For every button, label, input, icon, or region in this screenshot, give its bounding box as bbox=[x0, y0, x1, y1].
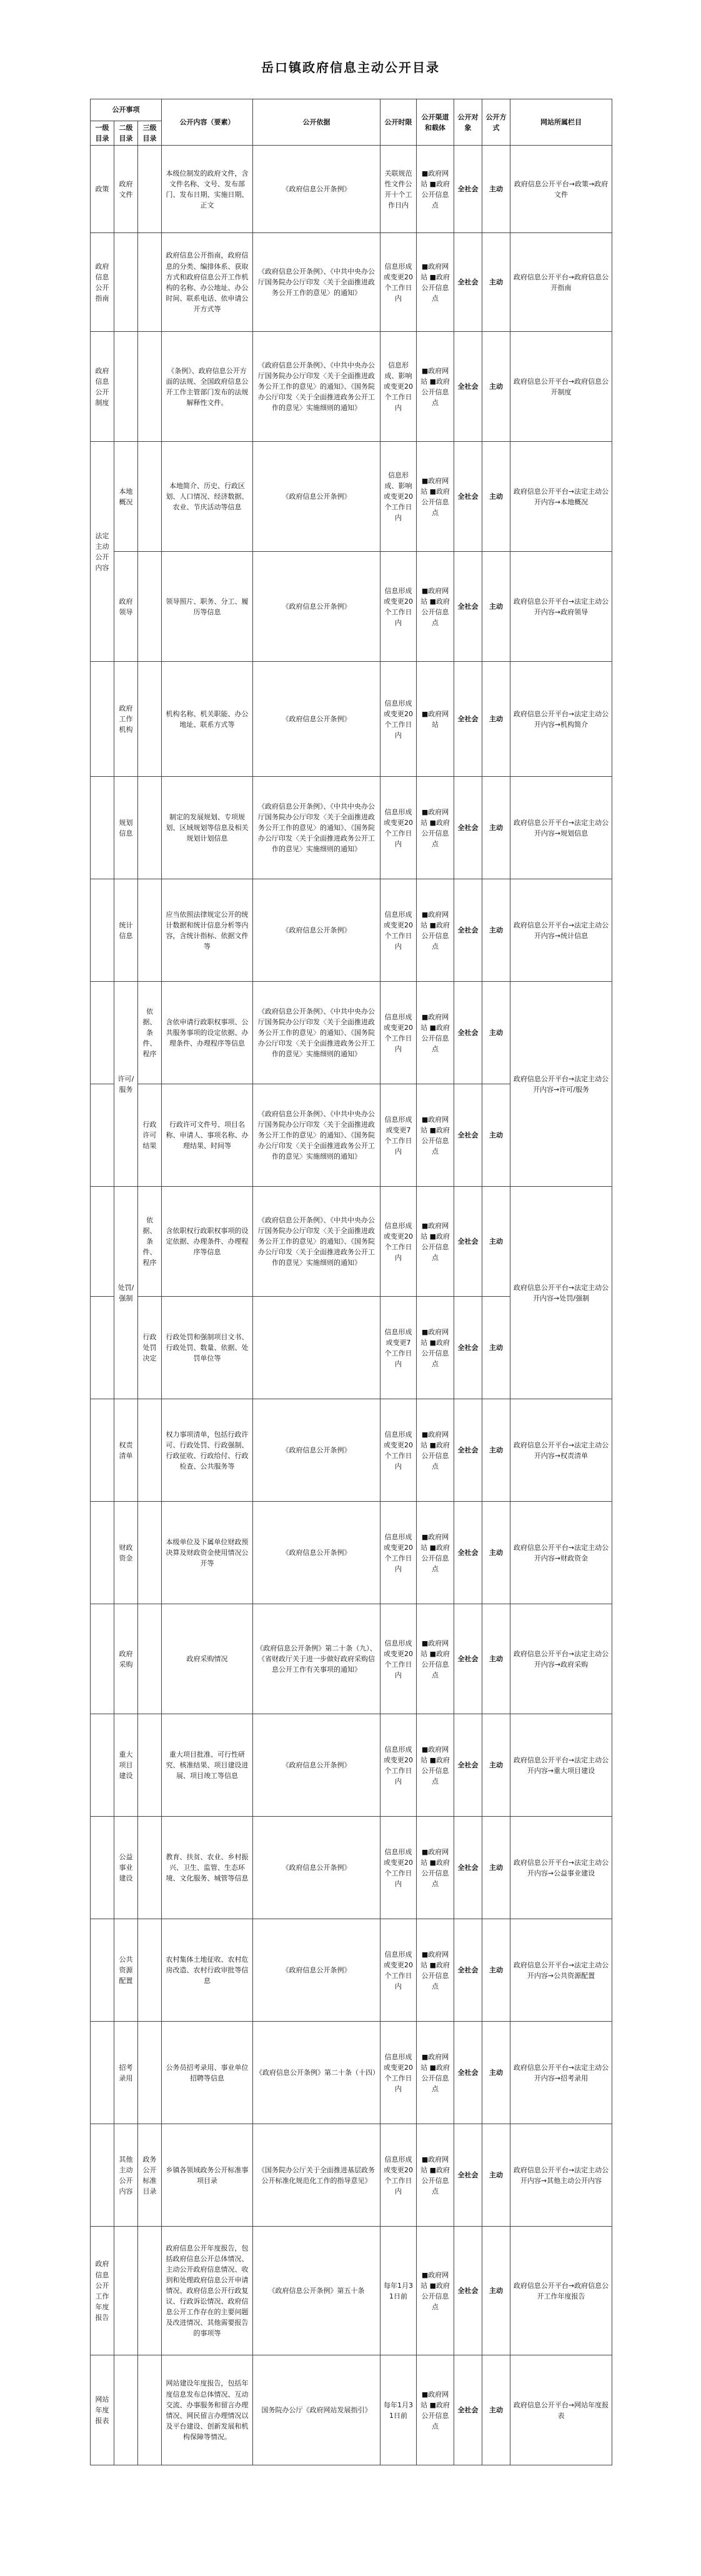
cell-level3 bbox=[138, 879, 162, 982]
cell-method: 主动 bbox=[482, 2124, 510, 2227]
cell-level1 bbox=[91, 1297, 114, 1399]
cell-column: 政府信息公开平台→政策→政府文件 bbox=[510, 146, 612, 233]
cell-level3 bbox=[138, 662, 162, 777]
cell-time: 关联规范性文件公开十个工作日内 bbox=[380, 146, 417, 233]
cell-time: 信息形成或变更7个工作日内 bbox=[380, 1297, 417, 1399]
cell-content: 制定的发展规划、专项规划、区域规划等信息及相关规划计划信息 bbox=[162, 777, 253, 879]
cell-channel: ■政府网站 ■政府公开信息点 bbox=[417, 442, 454, 552]
cell-target: 全社会 bbox=[454, 2022, 482, 2124]
cell-channel: ■政府网站 ■政府公开信息点 bbox=[417, 2022, 454, 2124]
cell-level1 bbox=[91, 1714, 114, 1817]
cell-level2: 公共资源配置 bbox=[114, 1919, 138, 2022]
cell-level3 bbox=[138, 777, 162, 879]
cell-level1 bbox=[91, 1604, 114, 1714]
cell-basis: 《政府信息公开条例》 bbox=[253, 1817, 380, 1919]
cell-target: 全社会 bbox=[454, 1502, 482, 1604]
cell-method: 主动 bbox=[482, 1399, 510, 1502]
cell-level2: 政府领导 bbox=[114, 552, 138, 662]
cell-method: 主动 bbox=[482, 233, 510, 332]
cell-channel: ■政府网站 ■政府公开信息点 bbox=[417, 982, 454, 1084]
cell-method: 主动 bbox=[482, 442, 510, 552]
cell-method: 主动 bbox=[482, 1714, 510, 1817]
cell-column: 政府信息公开平台→法定主动公开内容→政府领导 bbox=[510, 552, 612, 662]
cell-level1: 网站年度报表 bbox=[91, 2355, 114, 2465]
cell-channel: ■政府网站 ■政府公开信息点 bbox=[417, 1187, 454, 1297]
cell-content: 含依职权行政职权事项的设定依据、办理条件、办理程序等信息 bbox=[162, 1187, 253, 1297]
cell-level2: 规划信息 bbox=[114, 777, 138, 879]
cell-method: 主动 bbox=[482, 1919, 510, 2022]
cell-column: 政府信息公开平台→法定主动公开内容→政府采购 bbox=[510, 1604, 612, 1714]
header-time-limit: 公开时限 bbox=[380, 99, 417, 146]
cell-content: 领导照片、职务、分工、履历等信息 bbox=[162, 552, 253, 662]
cell-level2: 政府采购 bbox=[114, 1604, 138, 1714]
cell-level3 bbox=[138, 1714, 162, 1817]
cell-level3 bbox=[138, 146, 162, 233]
cell-level1 bbox=[91, 777, 114, 879]
cell-level1 bbox=[91, 2124, 114, 2227]
cell-time: 信息形成或变更20个工作日内 bbox=[380, 2022, 417, 2124]
cell-content: 农村集体土地征收、农村危房改造、农村行政审批等信息 bbox=[162, 1919, 253, 2022]
header-category-group: 公开事项 bbox=[91, 99, 162, 121]
cell-content: 政府信息公开指南，政府信息的分类、编排体系、获取方式和政府信息公开工作机构的名称、办公地址、办公时间、联系电话、依申请公开方式等 bbox=[162, 233, 253, 332]
cell-column: 政府信息公开平台→法定主动公开内容→其他主动公开内容 bbox=[510, 2124, 612, 2227]
cell-level3 bbox=[138, 1817, 162, 1919]
cell-content: 含依申请行政职权事项、公共服务事项的设定依据、办理条件、办理程序等信息 bbox=[162, 982, 253, 1084]
cell-method: 主动 bbox=[482, 1297, 510, 1399]
cell-time: 信息形成、影响或变更20个工作日内 bbox=[380, 332, 417, 442]
cell-basis: 《政府信息公开条例》 bbox=[253, 442, 380, 552]
cell-basis: 《政府信息公开条例》 bbox=[253, 1399, 380, 1502]
cell-level3 bbox=[138, 1919, 162, 2022]
cell-channel: ■政府网站 ■政府公开信息点 bbox=[417, 552, 454, 662]
cell-column: 政府信息公开平台→法定主动公开内容→处罚/强制 bbox=[510, 1187, 612, 1399]
cell-content: 政府信息公开年度报告，包括政府信息公开总体情况、主动公开政府信息情况、收到和处理政府信息公开申请情况、政府信息公开行政复议、行政诉讼情况、政府信息公开工作存在的主要问题及改进情况、其他需要报告的事项等 bbox=[162, 2227, 253, 2355]
cell-target: 全社会 bbox=[454, 442, 482, 552]
cell-basis: 《政府信息公开条例》 bbox=[253, 1502, 380, 1604]
cell-channel: ■政府网站 ■政府公开信息点 bbox=[417, 777, 454, 879]
cell-target: 全社会 bbox=[454, 552, 482, 662]
cell-level3: 行政处罚决定 bbox=[138, 1297, 162, 1399]
cell-target: 全社会 bbox=[454, 1919, 482, 2022]
cell-method: 主动 bbox=[482, 332, 510, 442]
cell-level1: 政府信息公开制度 bbox=[91, 332, 114, 442]
cell-level2 bbox=[114, 2227, 138, 2355]
catalog-table bbox=[90, 99, 612, 2465]
cell-content: 机构名称、机关职能、办公地址、联系方式等 bbox=[162, 662, 253, 777]
cell-level1 bbox=[91, 2022, 114, 2124]
page-title: 岳口镇政府信息主动公开目录 bbox=[261, 60, 440, 75]
cell-target: 全社会 bbox=[454, 146, 482, 233]
cell-target: 全社会 bbox=[454, 777, 482, 879]
cell-level3 bbox=[138, 552, 162, 662]
cell-target: 全社会 bbox=[454, 1084, 482, 1187]
cell-channel: ■政府网站 ■政府公开信息点 bbox=[417, 1604, 454, 1714]
cell-level1 bbox=[91, 1502, 114, 1604]
cell-content: 应当依照法律规定公开的统计数据和统计信息分析等内容，含统计指标、依据文件等 bbox=[162, 879, 253, 982]
cell-channel: ■政府网站 ■政府公开信息点 bbox=[417, 1297, 454, 1399]
cell-level2: 公益事业建设 bbox=[114, 1817, 138, 1919]
cell-channel: ■政府网站 ■政府公开信息点 bbox=[417, 1502, 454, 1604]
cell-channel: ■政府网站 ■政府公开信息点 bbox=[417, 2355, 454, 2465]
cell-basis: 《政府信息公开条例》、《中共中央办公厅国务院办公厅印发〈关于全面推进政务公开工作的意见〉的通知》、《国务院办公厅印发〈关于全面推进政务公开工作的意见〉实施细则的通知》 bbox=[253, 982, 380, 1084]
cell-method: 主动 bbox=[482, 1604, 510, 1714]
cell-basis: 《政府信息公开条例》 bbox=[253, 146, 380, 233]
cell-content: 《条例》、政府信息公开方面的法规、全国政府信息公开工作主管部门发布的法规解释性文件。 bbox=[162, 332, 253, 442]
cell-method: 主动 bbox=[482, 2227, 510, 2355]
cell-method: 主动 bbox=[482, 777, 510, 879]
cell-target: 全社会 bbox=[454, 982, 482, 1084]
cell-level3 bbox=[138, 2022, 162, 2124]
cell-level2 bbox=[114, 2355, 138, 2465]
cell-target: 全社会 bbox=[454, 2124, 482, 2227]
cell-level2: 政府工作机构 bbox=[114, 662, 138, 777]
cell-time: 信息形成、影响或变更20个工作日内 bbox=[380, 442, 417, 552]
cell-level2: 其他主动公开内容 bbox=[114, 2124, 138, 2227]
cell-basis: 《政府信息公开条例》、《中共中央办公厅国务院办公厅印发〈关于全面推进政务公开工作的意见〉的通知》、《国务院办公厅印发〈关于全面推进政务公开工作的意见〉实施细则的通知》 bbox=[253, 1187, 380, 1297]
cell-time: 信息形成或变更20个工作日内 bbox=[380, 1817, 417, 1919]
cell-method: 主动 bbox=[482, 879, 510, 982]
cell-basis: 《政府信息公开条例》 bbox=[253, 879, 380, 982]
cell-content: 权力事项清单，包括行政许可、行政处罚、行政强制、行政征收、行政给付、行政检查、公共服务等 bbox=[162, 1399, 253, 1502]
cell-channel: ■政府网站 ■政府公开信息点 bbox=[417, 2124, 454, 2227]
cell-method: 主动 bbox=[482, 146, 510, 233]
header-target: 公开对象 bbox=[454, 99, 482, 146]
cell-column: 政府信息公开平台→法定主动公开内容→统计信息 bbox=[510, 879, 612, 982]
cell-basis: 《国务院办公厅关于全面推进基层政务公开标准化规范化工作的指导意见》 bbox=[253, 2124, 380, 2227]
header-level2: 二级目录 bbox=[114, 121, 138, 146]
cell-time: 信息形成或变更20个工作日内 bbox=[380, 777, 417, 879]
cell-content: 网站建设年度报告，包括年度信息发布总体情况、互动交流、办事服务和留言办理情况、网民留言办理情况以及平台建设、创新发展和机构保障等情况。 bbox=[162, 2355, 253, 2465]
cell-column: 政府信息公开平台→法定主动公开内容→机构简介 bbox=[510, 662, 612, 777]
cell-time: 信息形成或变更20个工作日内 bbox=[380, 552, 417, 662]
cell-channel: ■政府网站 bbox=[417, 662, 454, 777]
cell-time: 信息形成或变更20个工作日内 bbox=[380, 1187, 417, 1297]
cell-level3: 依据、条件、程序 bbox=[138, 1187, 162, 1297]
cell-basis: 《政府信息公开条例》 bbox=[253, 1714, 380, 1817]
cell-level3 bbox=[138, 1502, 162, 1604]
cell-time: 信息形成或变更20个工作日内 bbox=[380, 1399, 417, 1502]
cell-target: 全社会 bbox=[454, 662, 482, 777]
cell-method: 主动 bbox=[482, 982, 510, 1084]
cell-channel: ■政府网站 ■政府公开信息点 bbox=[417, 332, 454, 442]
cell-column: 政府信息公开平台→法定主动公开内容→权责清单 bbox=[510, 1399, 612, 1502]
cell-level3 bbox=[138, 442, 162, 552]
cell-level3 bbox=[138, 2355, 162, 2465]
cell-level1 bbox=[91, 1399, 114, 1502]
cell-target: 全社会 bbox=[454, 2227, 482, 2355]
cell-column: 政府信息公开平台→法定主动公开内容→公益事业建设 bbox=[510, 1817, 612, 1919]
cell-level2: 许可/服务 bbox=[114, 982, 138, 1187]
cell-level2 bbox=[114, 332, 138, 442]
cell-content: 乡镇各领域政务公开标准事项目录 bbox=[162, 2124, 253, 2227]
cell-channel: ■政府网站 ■政府公开信息点 bbox=[417, 233, 454, 332]
cell-method: 主动 bbox=[482, 1502, 510, 1604]
cell-level1 bbox=[91, 1187, 114, 1297]
cell-basis: 《政府信息公开条例》 bbox=[253, 552, 380, 662]
cell-time: 信息形成或变更20个工作日内 bbox=[380, 1714, 417, 1817]
cell-level2: 本地概况 bbox=[114, 442, 138, 552]
header-subject: 公开渠道和载体 bbox=[417, 99, 454, 146]
cell-method: 主动 bbox=[482, 552, 510, 662]
cell-content: 公务员招考录用、事业单位招聘等信息 bbox=[162, 2022, 253, 2124]
cell-method: 主动 bbox=[482, 1187, 510, 1297]
cell-level1 bbox=[91, 662, 114, 777]
cell-basis: 《政府信息公开条例》、《中共中央办公厅国务院办公厅印发〈关于全面推进政务公开工作的意见〉的通知》、《国务院办公厅印发〈关于全面推进政务公开工作的意见〉实施细则的通知》 bbox=[253, 332, 380, 442]
cell-content: 重大项目批准、可行性研究、核准结果、项目建设进展、项目竣工等信息 bbox=[162, 1714, 253, 1817]
cell-level2: 招考录用 bbox=[114, 2022, 138, 2124]
cell-basis: 《政府信息公开条例》 bbox=[253, 662, 380, 777]
cell-level1: 政策 bbox=[91, 146, 114, 233]
cell-level1-statutory: 法定主动公开内容 bbox=[91, 442, 114, 662]
cell-column: 政府信息公开平台→法定主动公开内容→重大项目建设 bbox=[510, 1714, 612, 1817]
header-content: 公开内容（要素） bbox=[162, 99, 253, 146]
cell-channel: ■政府网站 ■政府公开信息点 bbox=[417, 2227, 454, 2355]
cell-target: 全社会 bbox=[454, 1399, 482, 1502]
cell-basis: 《政府信息公开条例》第二十条（十四） bbox=[253, 2022, 380, 2124]
cell-column: 政府信息公开平台→法定主动公开内容→许可/服务 bbox=[510, 982, 612, 1187]
cell-column: 政府信息公开平台→政府信息公开制度 bbox=[510, 332, 612, 442]
cell-basis: 《政府信息公开条例》 bbox=[253, 1919, 380, 2022]
cell-level2: 统计信息 bbox=[114, 879, 138, 982]
cell-column: 政府信息公开平台→法定主动公开内容→规划信息 bbox=[510, 777, 612, 879]
cell-level1 bbox=[91, 879, 114, 982]
cell-column: 政府信息公开平台→政府信息公开工作年度报告 bbox=[510, 2227, 612, 2355]
cell-target: 全社会 bbox=[454, 1604, 482, 1714]
header-method: 公开方式 bbox=[482, 99, 510, 146]
cell-level3 bbox=[138, 1604, 162, 1714]
cell-target: 全社会 bbox=[454, 1817, 482, 1919]
cell-content: 本级位制发的政府文件，含文件名称、文号、发布部门、发布日期、实施日期、正文 bbox=[162, 146, 253, 233]
cell-target: 全社会 bbox=[454, 879, 482, 982]
cell-level1 bbox=[91, 982, 114, 1084]
cell-time: 信息形成或变更20个工作日内 bbox=[380, 982, 417, 1084]
cell-method: 主动 bbox=[482, 1817, 510, 1919]
cell-column: 政府信息公开平台→网站年度报表 bbox=[510, 2355, 612, 2465]
cell-time: 信息形成或变更20个工作日内 bbox=[380, 1502, 417, 1604]
cell-time: 信息形成或变更20个工作日内 bbox=[380, 233, 417, 332]
cell-time: 信息形成或变更20个工作日内 bbox=[380, 2124, 417, 2227]
cell-level2 bbox=[114, 233, 138, 332]
cell-channel: ■政府网站 ■政府公开信息点 bbox=[417, 1714, 454, 1817]
cell-method: 主动 bbox=[482, 2022, 510, 2124]
cell-level3: 政务公开标准目录 bbox=[138, 2124, 162, 2227]
cell-content: 政府采购情况 bbox=[162, 1604, 253, 1714]
cell-level3 bbox=[138, 233, 162, 332]
cell-level1 bbox=[91, 1817, 114, 1919]
cell-time: 信息形成或变更20个工作日内 bbox=[380, 1919, 417, 2022]
cell-channel: ■政府网站 ■政府公开信息点 bbox=[417, 146, 454, 233]
cell-level2: 财政资金 bbox=[114, 1502, 138, 1604]
cell-basis: 《政府信息公开条例》第五十条 bbox=[253, 2227, 380, 2355]
cell-channel: ■政府网站 ■政府公开信息点 bbox=[417, 1919, 454, 2022]
cell-time: 信息形成或变更20个工作日内 bbox=[380, 1604, 417, 1714]
cell-content: 本地简介、历史、行政区划、人口情况、经济数据、农业、节庆活动等信息 bbox=[162, 442, 253, 552]
header-level3: 三级目录 bbox=[138, 121, 162, 146]
cell-basis: 《政府信息公开条例》、《中共中央办公厅国务院办公厅印发〈关于全面推进政务公开工作的意见〉的通知》、《国务院办公厅印发〈关于全面推进政务公开工作的意见〉实施细则的通知》 bbox=[253, 1084, 380, 1187]
cell-level3: 行政许可结果 bbox=[138, 1084, 162, 1187]
cell-basis: 《政府信息公开条例》第二十条（九）、《省财政厅关于进一步做好政府采购信息公开工作有关事项的通知》 bbox=[253, 1604, 380, 1714]
cell-level2: 权责清单 bbox=[114, 1399, 138, 1502]
cell-content: 教育、扶贫、农业、乡村振兴、卫生、监管、生态环境、文化服务、城管等信息 bbox=[162, 1817, 253, 1919]
cell-channel: ■政府网站 ■政府公开信息点 bbox=[417, 1399, 454, 1502]
header-column: 网站所属栏目 bbox=[510, 99, 612, 146]
cell-method: 主动 bbox=[482, 1084, 510, 1187]
cell-method: 主动 bbox=[482, 662, 510, 777]
cell-level2: 重大项目建设 bbox=[114, 1714, 138, 1817]
cell-level2: 政府文件 bbox=[114, 146, 138, 233]
cell-column: 政府信息公开平台→法定主动公开内容→招考录用 bbox=[510, 2022, 612, 2124]
cell-basis bbox=[253, 1297, 380, 1399]
cell-target: 全社会 bbox=[454, 1714, 482, 1817]
cell-time: 信息形成或变更20个工作日内 bbox=[380, 879, 417, 982]
cell-level2: 处罚/强制 bbox=[114, 1187, 138, 1399]
cell-content: 本级单位及下属单位财政预决算及财政资金使用情况公开等 bbox=[162, 1502, 253, 1604]
header-basis: 公开依据 bbox=[253, 99, 380, 146]
cell-level3 bbox=[138, 1399, 162, 1502]
cell-channel: ■政府网站 ■政府公开信息点 bbox=[417, 879, 454, 982]
cell-time: 信息形成或变更20个工作日内 bbox=[380, 662, 417, 777]
cell-basis: 《政府信息公开条例》、《中共中央办公厅国务院办公厅印发〈关于全面推进政务公开工作的意见〉的通知》、《国务院办公厅印发〈关于全面推进政务公开工作的意见〉实施细则的通知》 bbox=[253, 777, 380, 879]
cell-method: 主动 bbox=[482, 2355, 510, 2465]
cell-content: 行政许可文件号、项目名称、申请人、事项名称、办理结果、时间等 bbox=[162, 1084, 253, 1187]
cell-basis: 国务院办公厅《政府网站发展指引》 bbox=[253, 2355, 380, 2465]
cell-level1: 政府信息公开工作年度报告 bbox=[91, 2227, 114, 2355]
cell-level3 bbox=[138, 2227, 162, 2355]
cell-level1 bbox=[91, 1084, 114, 1187]
cell-level3 bbox=[138, 332, 162, 442]
cell-column: 政府信息公开平台→法定主动公开内容→公共资源配置 bbox=[510, 1919, 612, 2022]
cell-time: 信息形成或变更7个工作日内 bbox=[380, 1084, 417, 1187]
cell-column: 政府信息公开平台→政府信息公开指南 bbox=[510, 233, 612, 332]
cell-basis: 《政府信息公开条例》、《中共中央办公厅国务院办公厅印发〈关于全面推进政务公开工作的意见〉的通知》 bbox=[253, 233, 380, 332]
cell-target: 全社会 bbox=[454, 233, 482, 332]
cell-column: 政府信息公开平台→法定主动公开内容→财政资金 bbox=[510, 1502, 612, 1604]
cell-target: 全社会 bbox=[454, 332, 482, 442]
cell-target: 全社会 bbox=[454, 1187, 482, 1297]
cell-column: 政府信息公开平台→法定主动公开内容→本地概况 bbox=[510, 442, 612, 552]
cell-time: 每年1月31日前 bbox=[380, 2227, 417, 2355]
cell-level3: 依据、条件、程序 bbox=[138, 982, 162, 1084]
cell-level1 bbox=[91, 1919, 114, 2022]
cell-content: 行政处罚和强制项目文书、行政处罚、数量、依据、处罚单位等 bbox=[162, 1297, 253, 1399]
cell-channel: ■政府网站 ■政府公开信息点 bbox=[417, 1084, 454, 1187]
cell-time: 每年1月31日前 bbox=[380, 2355, 417, 2465]
header-level1: 一级目录 bbox=[91, 121, 114, 146]
cell-level1: 政府信息公开指南 bbox=[91, 233, 114, 332]
cell-target: 全社会 bbox=[454, 2355, 482, 2465]
cell-target: 全社会 bbox=[454, 1297, 482, 1399]
cell-channel: ■政府网站 ■政府公开信息点 bbox=[417, 1817, 454, 1919]
